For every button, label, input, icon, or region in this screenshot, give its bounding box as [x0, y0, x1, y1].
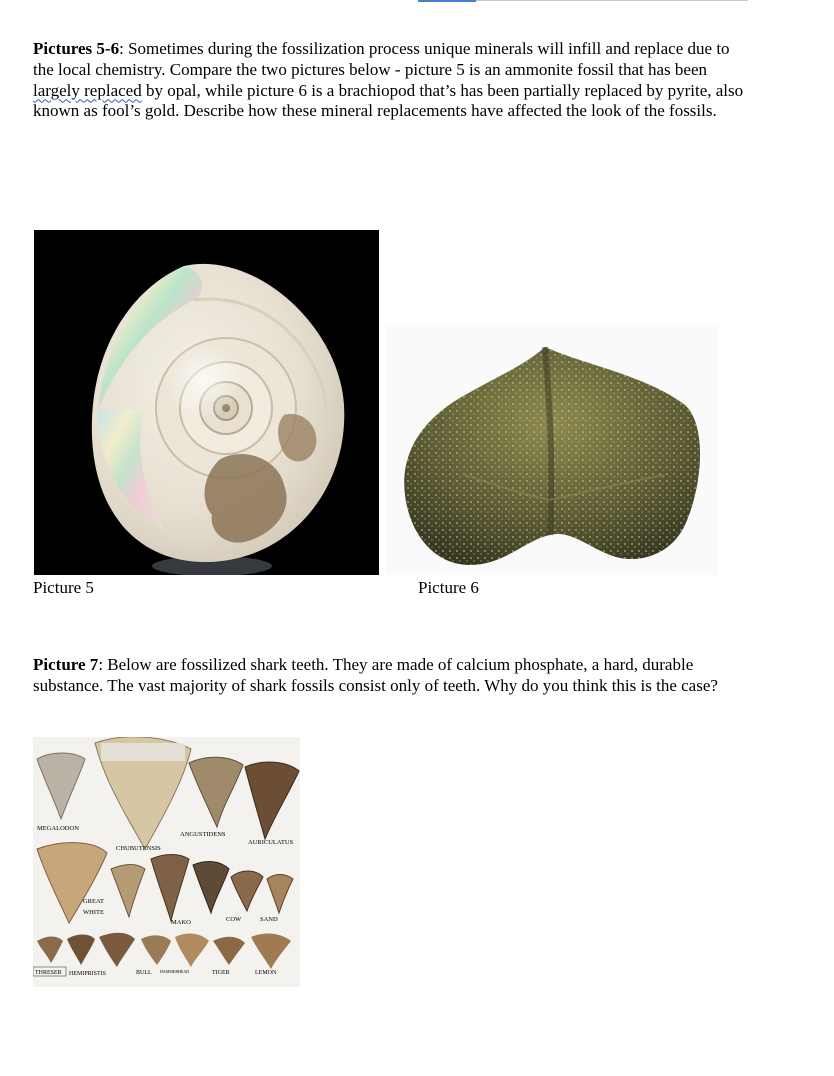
shark-teeth-photo — [33, 737, 300, 987]
heading-picture-7: Picture 7 — [33, 655, 99, 674]
heading-pictures-5-6: Pictures 5-6 — [33, 39, 120, 58]
label-cow: COW — [226, 916, 242, 923]
label-chubutensis: CHUBUTENSIS — [116, 845, 161, 852]
label-mako: MAKO — [171, 919, 191, 926]
caption-picture-6: Picture 6 — [418, 578, 479, 597]
paragraph-pictures-5-6 — [33, 39, 753, 122]
paragraph-text-end: by opal, while picture 6 is a brachiopod that’s has been partially replaced by pyrite, also known as fool’s gold. Describe how these mineral replacements have affected the look of the fossils. — [33, 80, 744, 121]
ammonite-illustration — [34, 230, 379, 575]
label-tiger: TIGER — [212, 970, 230, 976]
ammonite-opal-photo — [34, 230, 379, 575]
label-white: WHITE — [83, 909, 104, 916]
paragraph-picture-7 — [33, 655, 753, 697]
label-sand: SAND — [260, 916, 278, 923]
label-hammerhead: HAMMERHEAD — [160, 969, 190, 974]
label-threser: THRESER — [35, 970, 62, 976]
paragraph-picture-7-text: : Below are fossilized shark teeth. They are made of calcium phosphate, a hard, durable substance. The vast majority of shark fossils consist only of teeth. Why do you think this is the case? — [33, 655, 718, 695]
brachiopod-pyrite-photo — [385, 325, 718, 575]
brachiopod-illustration — [385, 325, 718, 575]
caption-picture-5: Picture 5 — [33, 578, 94, 597]
top-rule-accent — [418, 0, 476, 2]
top-rule — [418, 0, 748, 1]
label-bull: BULL — [136, 970, 152, 976]
label-lemon: LEMON — [255, 970, 277, 976]
paragraph-text-start: : Sometimes during the fossilization process unique minerals will infill and replace due to the local chemistry. Compare the two pictures below - picture 5 is an ammonite fossil that has been — [33, 39, 730, 79]
shark-teeth-illustration — [33, 737, 300, 987]
label-megalodon: MEGALODON — [37, 825, 79, 832]
grammar-flagged-phrase[interactable]: largely replaced — [33, 80, 142, 100]
label-angustidens: ANGUSTIDENS — [180, 831, 226, 838]
label-auriculatus: AURICULATUS — [248, 839, 294, 846]
label-great: GREAT — [83, 898, 104, 905]
label-hemipristis: HEMIPRISTIS — [69, 971, 107, 977]
